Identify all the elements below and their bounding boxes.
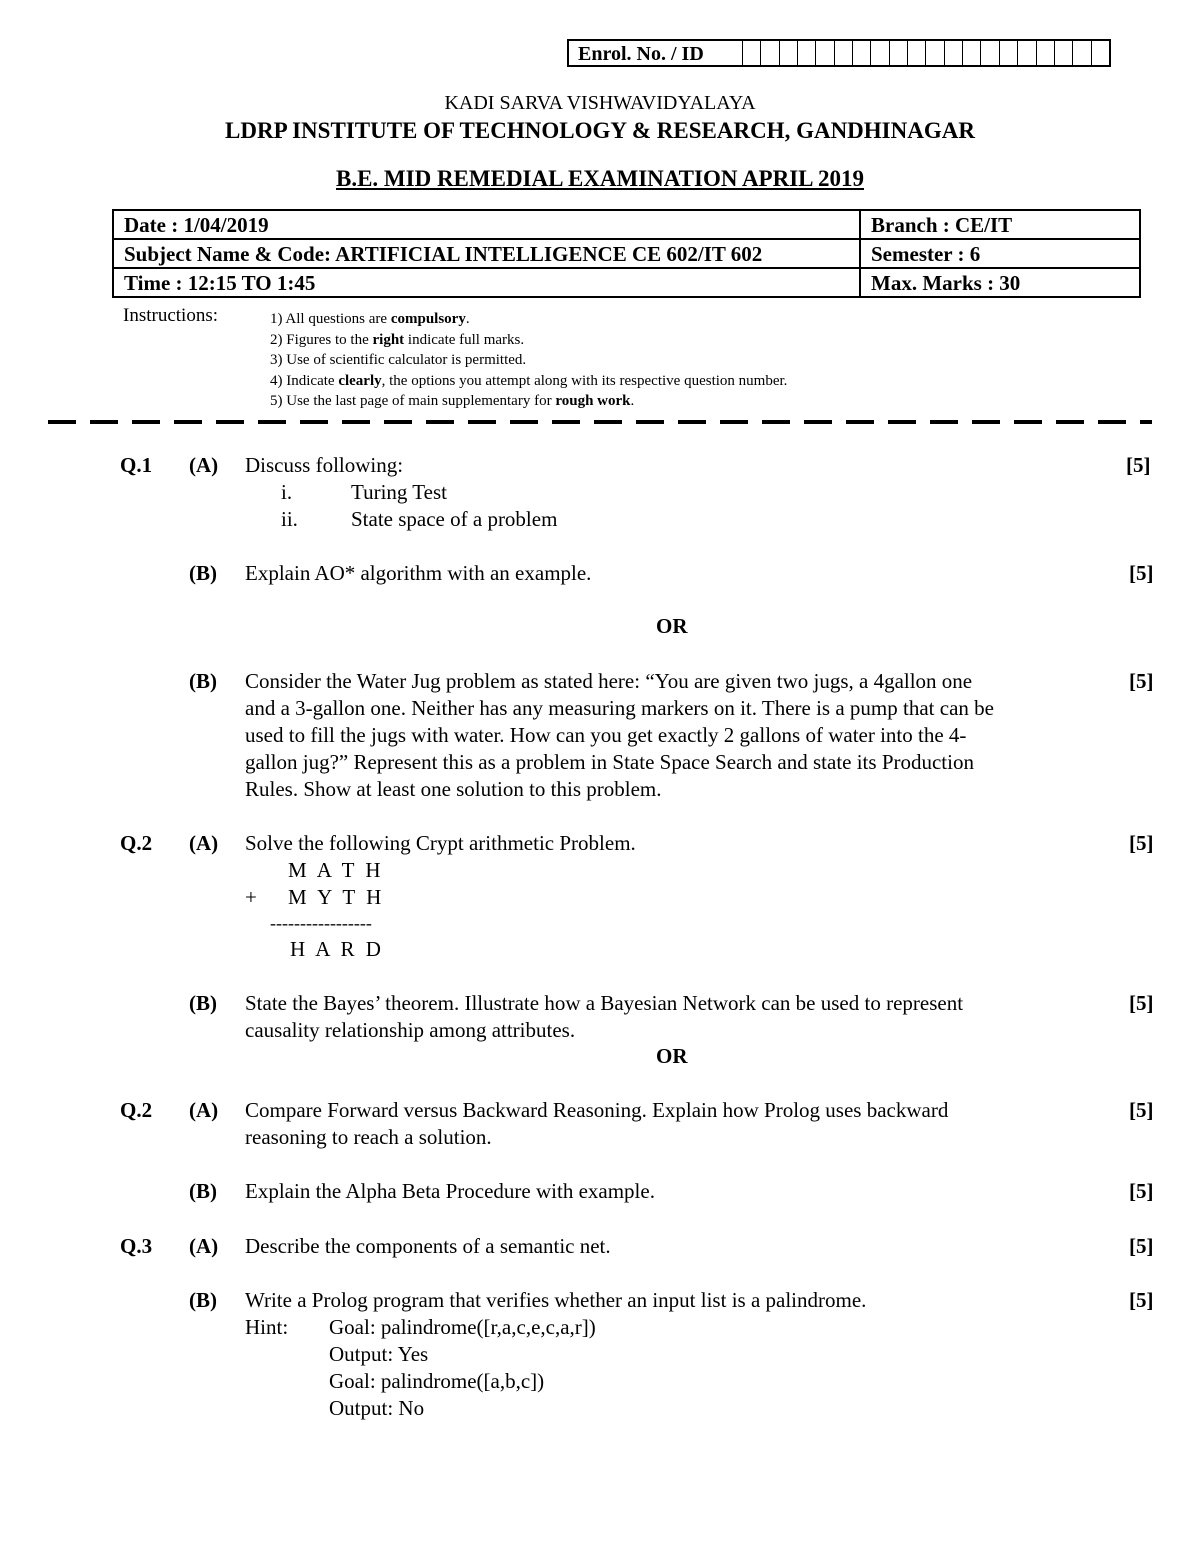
subquestion-label: (B): [189, 1179, 217, 1203]
instruction-item: [270, 309, 787, 330]
enrol-cell: [853, 41, 871, 65]
enrol-cell: [963, 41, 981, 65]
marks: [5]: [1129, 561, 1154, 585]
instruction-text: 2) Figures to the: [270, 331, 373, 348]
question-line: causality relationship among attributes.: [245, 1018, 576, 1042]
instructions-label: Instructions:: [123, 305, 218, 326]
question-text: Discuss following:: [245, 453, 404, 477]
enrol-cell: [945, 41, 963, 65]
enrol-cell: [835, 41, 853, 65]
instruction-emphasis: clearly: [338, 372, 382, 389]
subquestion-label: (A): [189, 1234, 219, 1258]
subquestion-label: (A): [189, 831, 219, 855]
subquestion-label: (B): [189, 991, 217, 1015]
question-line: reasoning to reach a solution.: [245, 1125, 492, 1149]
semester-cell: Semester : 6: [860, 239, 1140, 268]
question-line: used to fill the jugs with water. How can you get exactly 2 gallons of water into the 4-: [245, 723, 967, 747]
date-cell: Date : 1/04/2019: [113, 210, 860, 239]
question-number: Q.3: [120, 1234, 153, 1258]
max-marks-cell: Max. Marks : 30: [860, 268, 1140, 297]
enrol-cell: [1000, 41, 1018, 65]
institute-name: LDRP INSTITUTE OF TECHNOLOGY & RESEARCH, GANDHINAGAR: [225, 118, 975, 143]
enrol-cell: [743, 41, 761, 65]
list-item: State space of a problem: [351, 507, 558, 531]
question-line: gallon jug?” Represent this as a problem in State Space Search and state its Production: [245, 750, 974, 774]
enrol-cell: [1018, 41, 1036, 65]
question-line: Consider the Water Jug problem as stated here: “You are given two jugs, a 4gallon one: [245, 669, 973, 693]
instruction-text: 4) Indicate: [270, 372, 339, 389]
enrol-cell: [1073, 41, 1091, 65]
enrol-cell: [871, 41, 889, 65]
marks: [5]: [1129, 669, 1154, 693]
branch-cell: Branch : CE/IT: [860, 210, 1140, 239]
hint-line: Output: Yes: [329, 1342, 429, 1366]
enrol-cell: [761, 41, 779, 65]
instruction-item: [270, 391, 787, 412]
exam-title: B.E. MID REMEDIAL EXAMINATION APRIL 2019: [336, 166, 864, 191]
exam-info-table: [112, 209, 1141, 298]
question-text: Write a Prolog program that verifies whether an input list is a palindrome.: [245, 1288, 867, 1312]
enrol-cell: [1055, 41, 1073, 65]
crypt-line: M A T H: [288, 858, 384, 882]
list-number: i.: [281, 480, 293, 504]
instruction-text: 3) Use of scientific calculator is permitted.: [270, 352, 527, 368]
or-divider: OR: [656, 1044, 688, 1068]
question-text: Solve the following Crypt arithmetic Problem.: [245, 831, 636, 855]
crypt-rule: -----------------: [270, 913, 372, 933]
or-divider: OR: [656, 614, 688, 638]
question-text: [245, 1097, 948, 1151]
question-number: Q.2: [120, 831, 153, 855]
hint-line: Goal: palindrome([a,b,c]): [329, 1369, 545, 1393]
enrol-id-box: [567, 39, 1111, 67]
subquestion-label: (A): [189, 1098, 219, 1122]
instruction-emphasis: rough work: [555, 393, 631, 409]
enrol-cell: [981, 41, 999, 65]
question-text: Explain AO* algorithm with an example.: [245, 561, 592, 585]
instruction-text: 5) Use the last page of main supplementary for: [270, 393, 556, 409]
enrol-cell: [890, 41, 908, 65]
list-number: ii.: [281, 507, 298, 531]
list-item: Turing Test: [351, 480, 447, 504]
university-name: KADI SARVA VISHWAVIDYALAYA: [444, 92, 756, 114]
crypt-line: H A R D: [290, 937, 384, 961]
instructions-list: [270, 309, 787, 412]
subquestion-label: (B): [189, 561, 217, 585]
hint-label: Hint:: [245, 1315, 289, 1339]
enrol-label: Enrol. No. / ID: [569, 41, 743, 65]
marks: [5]: [1129, 1098, 1154, 1122]
instruction-emphasis: right: [372, 331, 405, 348]
instruction-text: , the options you attempt along with its respective question number.: [381, 372, 788, 389]
instruction-text: .: [630, 393, 635, 409]
question-line: and a 3-gallon one. Neither has any measuring markers on it. There is a pump that can be: [245, 696, 994, 720]
marks: [5]: [1129, 1179, 1154, 1203]
question-number: Q.1: [120, 453, 153, 477]
enrol-cell: [1092, 41, 1109, 65]
hint-line: Output: No: [329, 1396, 425, 1420]
enrol-cell: [816, 41, 834, 65]
marks: [5]: [1129, 1234, 1154, 1258]
plus-sign: +: [245, 885, 257, 909]
instruction-emphasis: compulsory: [390, 311, 466, 327]
hint-line: Goal: palindrome([r,a,c,e,c,a,r]): [329, 1315, 596, 1339]
subquestion-label: (B): [189, 669, 217, 693]
enrol-cell: [798, 41, 816, 65]
marks: [5]: [1129, 831, 1154, 855]
question-line: Rules. Show at least one solution to this problem.: [245, 777, 662, 801]
crypt-line: M Y T H: [288, 885, 385, 909]
instruction-item: [270, 330, 787, 351]
question-text: [245, 668, 994, 803]
subquestion-label: (B): [189, 1288, 217, 1312]
question-text: Describe the components of a semantic net.: [245, 1234, 611, 1258]
instruction-text: 1) All questions are: [270, 311, 391, 327]
dashed-separator: [48, 418, 1152, 426]
instruction-item: [270, 371, 787, 392]
question-number: Q.2: [120, 1098, 153, 1122]
marks: [5]: [1129, 991, 1154, 1015]
time-cell: Time : 12:15 TO 1:45: [113, 268, 860, 297]
question-line: Compare Forward versus Backward Reasoning. Explain how Prolog uses backward: [245, 1098, 949, 1122]
question-text: [245, 990, 963, 1044]
enrol-cell: [1037, 41, 1055, 65]
enrol-cell: [780, 41, 798, 65]
question-text: Explain the Alpha Beta Procedure with example.: [245, 1179, 655, 1203]
enrol-cell: [908, 41, 926, 65]
question-line: State the Bayes’ theorem. Illustrate how a Bayesian Network can be used to represent: [245, 991, 964, 1015]
enrol-cell: [926, 41, 944, 65]
instruction-item: [270, 350, 787, 371]
instruction-text: .: [465, 311, 470, 327]
marks: [5]: [1129, 1288, 1154, 1312]
marks: [5]: [1126, 453, 1151, 477]
subquestion-label: (A): [189, 453, 219, 477]
subject-cell: Subject Name & Code: ARTIFICIAL INTELLIGENCE CE 602/IT 602: [113, 239, 860, 268]
instruction-text: indicate full marks.: [404, 331, 525, 348]
